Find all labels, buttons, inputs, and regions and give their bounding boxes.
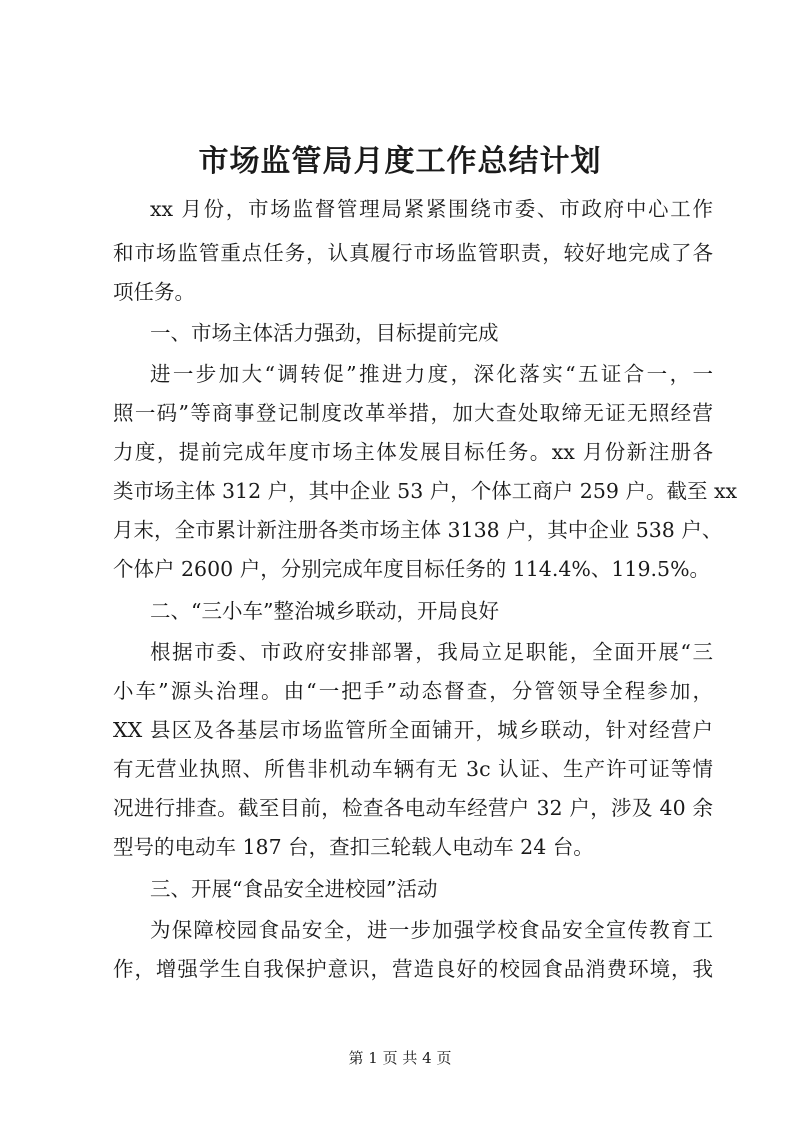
page-number: 第 1 页 共 4 页 xyxy=(348,1049,452,1067)
text-line: 作，增强学生自我保护意识，营造良好的校园食品消费环境，我 xyxy=(113,957,713,981)
text-line: 力度，提前完成年度市场主体发展目标任务。xx 月份新注册各 xyxy=(113,440,713,464)
text-line: xx 月份，市场监督管理局紧紧围绕市委、市政府中心工作 xyxy=(150,197,713,221)
text-line: 个体户 2600 户，分别完成年度目标任务的 114.4%、119.5%。 xyxy=(113,557,711,581)
text-line: 照一码”等商事登记制度改革举措，加大查处取缔无证无照经营 xyxy=(113,401,713,425)
text-line: 和市场监管重点任务，认真履行市场监管职责，较好地完成了各 xyxy=(113,241,713,265)
text-line: 况进行排查。截至目前，检查各电动车经营户 32 户，涉及 40 余 xyxy=(113,796,713,820)
text-line: 有无营业执照、所售非机动车辆有无 3c 认证、生产许可证等情 xyxy=(113,757,713,781)
section-heading: 二、“三小车”整治城乡联动，开局良好 xyxy=(150,599,499,623)
text-line: 进一步加大“调转促”推进力度，深化落实“五证合一，一 xyxy=(150,362,713,386)
section-heading: 三、开展“食品安全进校园”活动 xyxy=(150,877,438,901)
section-heading: 一、市场主体活力强劲，目标提前完成 xyxy=(150,321,499,345)
text-line: 根据市委、市政府安排部署，我局立足职能，全面开展“三 xyxy=(150,640,713,664)
text-line: 小车”源头治理。由“一把手”动态督查，分管领导全程参加， xyxy=(113,679,713,703)
document-title: 市场监管局月度工作总结计划 xyxy=(198,144,602,179)
text-line: 项任务。 xyxy=(113,280,195,304)
text-line: XX 县区及各基层市场监管所全面铺开，城乡联动，针对经营户 xyxy=(113,718,713,742)
text-line: 类市场主体 312 户，其中企业 53 户，个体工商户 259 户。截至 xx xyxy=(113,479,738,503)
text-line: 月末，全市累计新注册各类市场主体 3138 户，其中企业 538 户、 xyxy=(113,518,723,542)
text-line: 为保障校园食品安全，进一步加强学校食品安全宣传教育工 xyxy=(150,918,713,942)
text-line: 型号的电动车 187 台，查扣三轮载人电动车 24 台。 xyxy=(113,835,594,859)
